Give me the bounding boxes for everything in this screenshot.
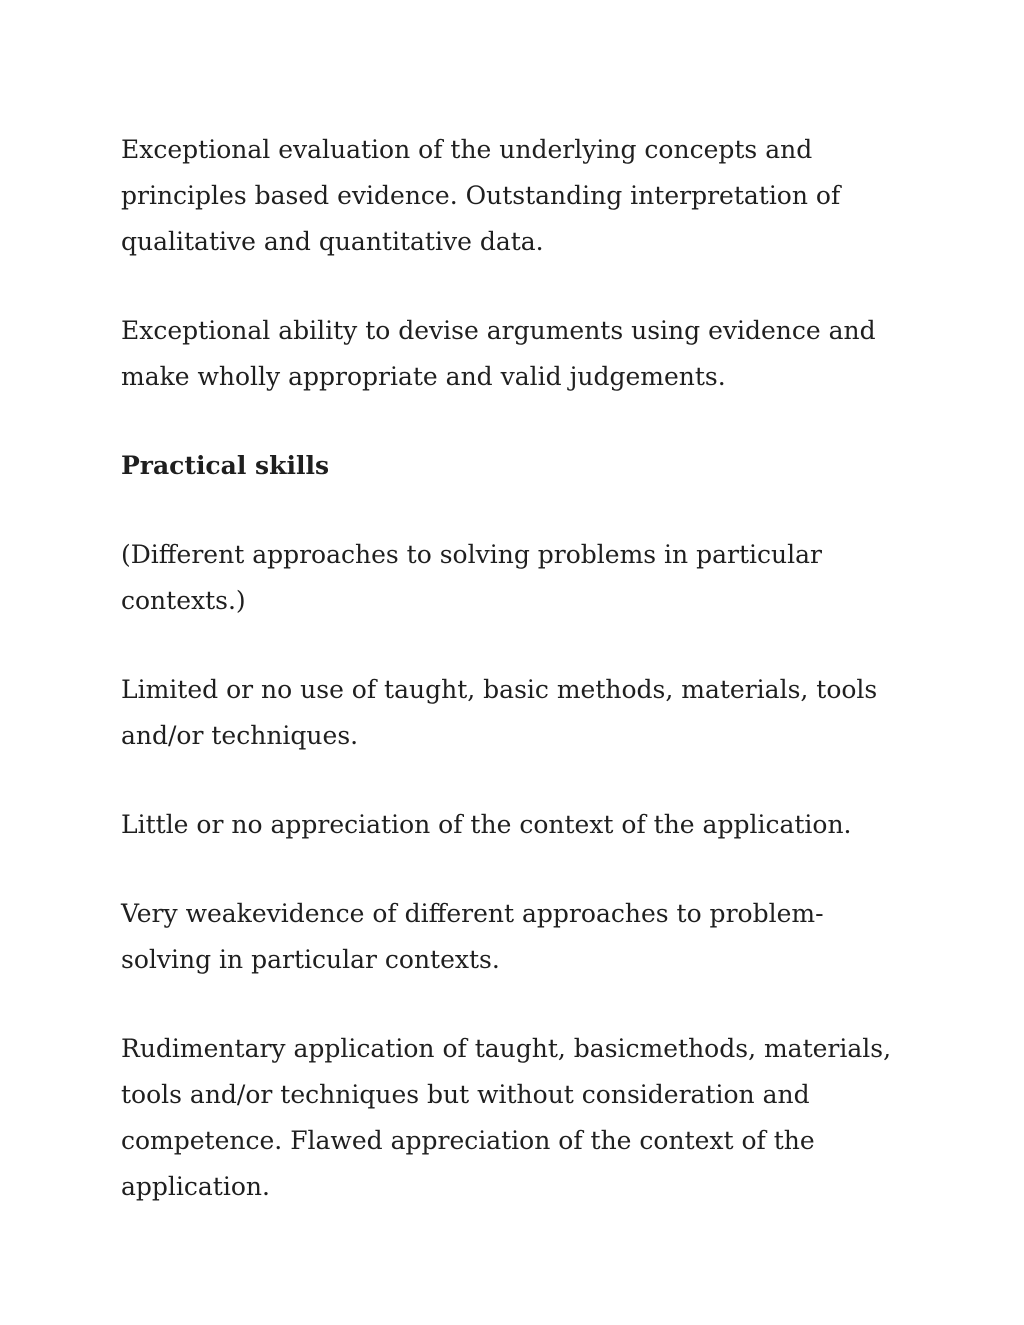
paragraph-little-appreciation: Little or no appreciation of the context of the application. [121,810,852,839]
paragraph-rudimentary-application: Rudimentary application of taught, basicmethods, materials, tools and/or techniques but without consideration and competence. Flawed appreciation of the context of the application. [121,1034,892,1201]
paragraph-evaluation: Exceptional evaluation of the underlying concepts and principles based evidence. Outstanding interpretation of qualitative and quantitative data. [121,135,841,256]
paragraph-weak-evidence: Very weakevidence of different approaches to problem-solving in particular contexts. [121,899,824,974]
paragraph-arguments: Exceptional ability to devise arguments using evidence and make wholly appropriate and valid judgements. [121,316,876,391]
paragraph-approaches: (Different approaches to solving problems in particular contexts.) [121,540,822,615]
document-body [121,127,911,1253]
section-heading-practical-skills: Practical skills [121,451,330,480]
paragraph-limited-use: Limited or no use of taught, basic methods, materials, tools and/or techniques. [121,675,878,750]
